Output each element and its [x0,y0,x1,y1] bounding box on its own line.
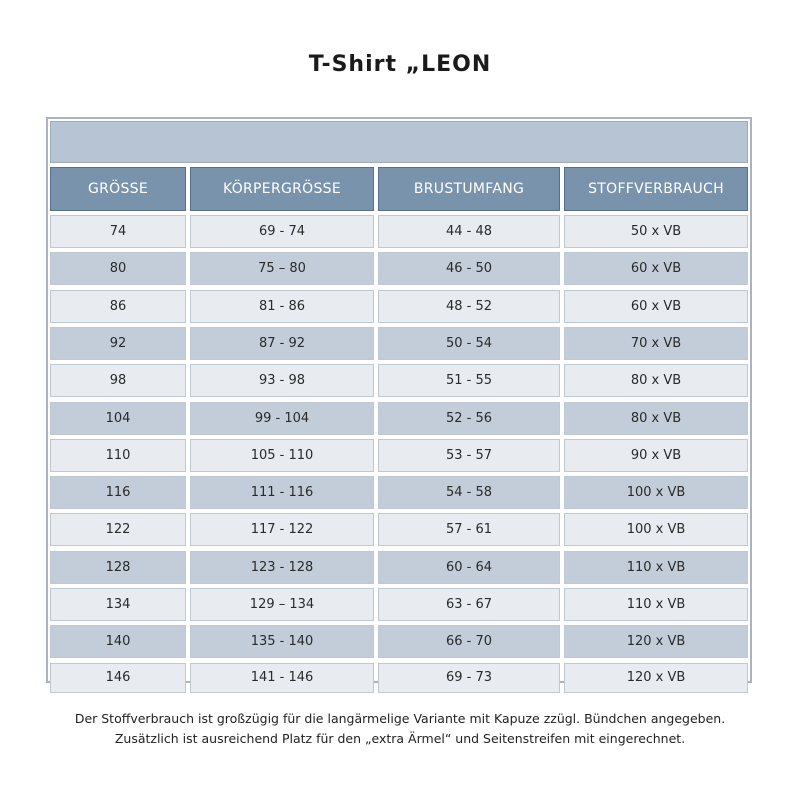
cell-groesse: 74 [50,215,186,248]
header-groesse: GRÖSSE [50,167,186,211]
cell-brustumfang: 54 - 58 [378,476,560,509]
table-row [50,364,748,397]
table-row [50,215,748,248]
header-koerpergroesse: KÖRPERGRÖSSE [190,167,374,211]
cell-brustumfang: 63 - 67 [378,588,560,621]
table-row [50,551,748,584]
cell-stoffverbrauch: 90 x VB [564,439,748,472]
table-row [50,290,748,323]
header-brustumfang: BRUSTUMFANG [378,167,560,211]
cell-stoffverbrauch: 120 x VB [564,663,748,693]
header-stoffverbrauch: STOFFVERBRAUCH [564,167,748,211]
cell-brustumfang: 69 - 73 [378,663,560,693]
page-title: T-Shirt „LEON [308,52,492,77]
footnote-line-2: Zusätzlich ist ausreichend Platz für den „extra Ärmel“ und Seitenstreifen mit eingerechnet. [114,731,686,746]
cell-groesse: 116 [50,476,186,509]
table-row [50,513,748,546]
cell-stoffverbrauch: 100 x VB [564,476,748,509]
footnote-line-1: Der Stoffverbrauch ist großzügig für die langärmelige Variante mit Kapuze zzügl. Bündchen angegeben. [74,711,726,726]
cell-koerpergroesse: 135 - 140 [190,625,374,658]
cell-koerpergroesse: 75 – 80 [190,252,374,285]
cell-stoffverbrauch: 100 x VB [564,513,748,546]
cell-groesse: 80 [50,252,186,285]
cell-stoffverbrauch: 80 x VB [564,364,748,397]
cell-brustumfang: 51 - 55 [378,364,560,397]
cell-stoffverbrauch: 80 x VB [564,402,748,435]
cell-groesse: 110 [50,439,186,472]
cell-brustumfang: 53 - 57 [378,439,560,472]
cell-koerpergroesse: 117 - 122 [190,513,374,546]
cell-brustumfang: 60 - 64 [378,551,560,584]
cell-stoffverbrauch: 50 x VB [564,215,748,248]
cell-groesse: 140 [50,625,186,658]
table-row [50,327,748,360]
cell-koerpergroesse: 105 - 110 [190,439,374,472]
cell-groesse: 146 [50,663,186,693]
cell-brustumfang: 66 - 70 [378,625,560,658]
cell-brustumfang: 44 - 48 [378,215,560,248]
table-row [50,476,748,509]
cell-koerpergroesse: 69 - 74 [190,215,374,248]
cell-groesse: 128 [50,551,186,584]
cell-brustumfang: 52 - 56 [378,402,560,435]
footnote [0,709,800,749]
cell-koerpergroesse: 141 - 146 [190,663,374,693]
cell-stoffverbrauch: 120 x VB [564,625,748,658]
table-banner [50,121,748,163]
cell-koerpergroesse: 87 - 92 [190,327,374,360]
cell-koerpergroesse: 81 - 86 [190,290,374,323]
table-row [50,663,748,693]
table-header-row [50,167,748,211]
cell-koerpergroesse: 123 - 128 [190,551,374,584]
cell-brustumfang: 57 - 61 [378,513,560,546]
cell-groesse: 92 [50,327,186,360]
table-row [50,402,748,435]
table-row [50,625,748,658]
cell-stoffverbrauch: 110 x VB [564,551,748,584]
cell-koerpergroesse: 129 – 134 [190,588,374,621]
cell-brustumfang: 48 - 52 [378,290,560,323]
cell-groesse: 134 [50,588,186,621]
cell-brustumfang: 50 - 54 [378,327,560,360]
cell-koerpergroesse: 99 - 104 [190,402,374,435]
size-table [46,117,752,686]
cell-koerpergroesse: 111 - 116 [190,476,374,509]
cell-brustumfang: 46 - 50 [378,252,560,285]
cell-groesse: 86 [50,290,186,323]
cell-stoffverbrauch: 70 x VB [564,327,748,360]
cell-groesse: 104 [50,402,186,435]
cell-stoffverbrauch: 110 x VB [564,588,748,621]
cell-groesse: 122 [50,513,186,546]
table-row [50,439,748,472]
table-row [50,252,748,285]
cell-stoffverbrauch: 60 x VB [564,252,748,285]
cell-groesse: 98 [50,364,186,397]
cell-stoffverbrauch: 60 x VB [564,290,748,323]
cell-koerpergroesse: 93 - 98 [190,364,374,397]
table-row [50,588,748,621]
